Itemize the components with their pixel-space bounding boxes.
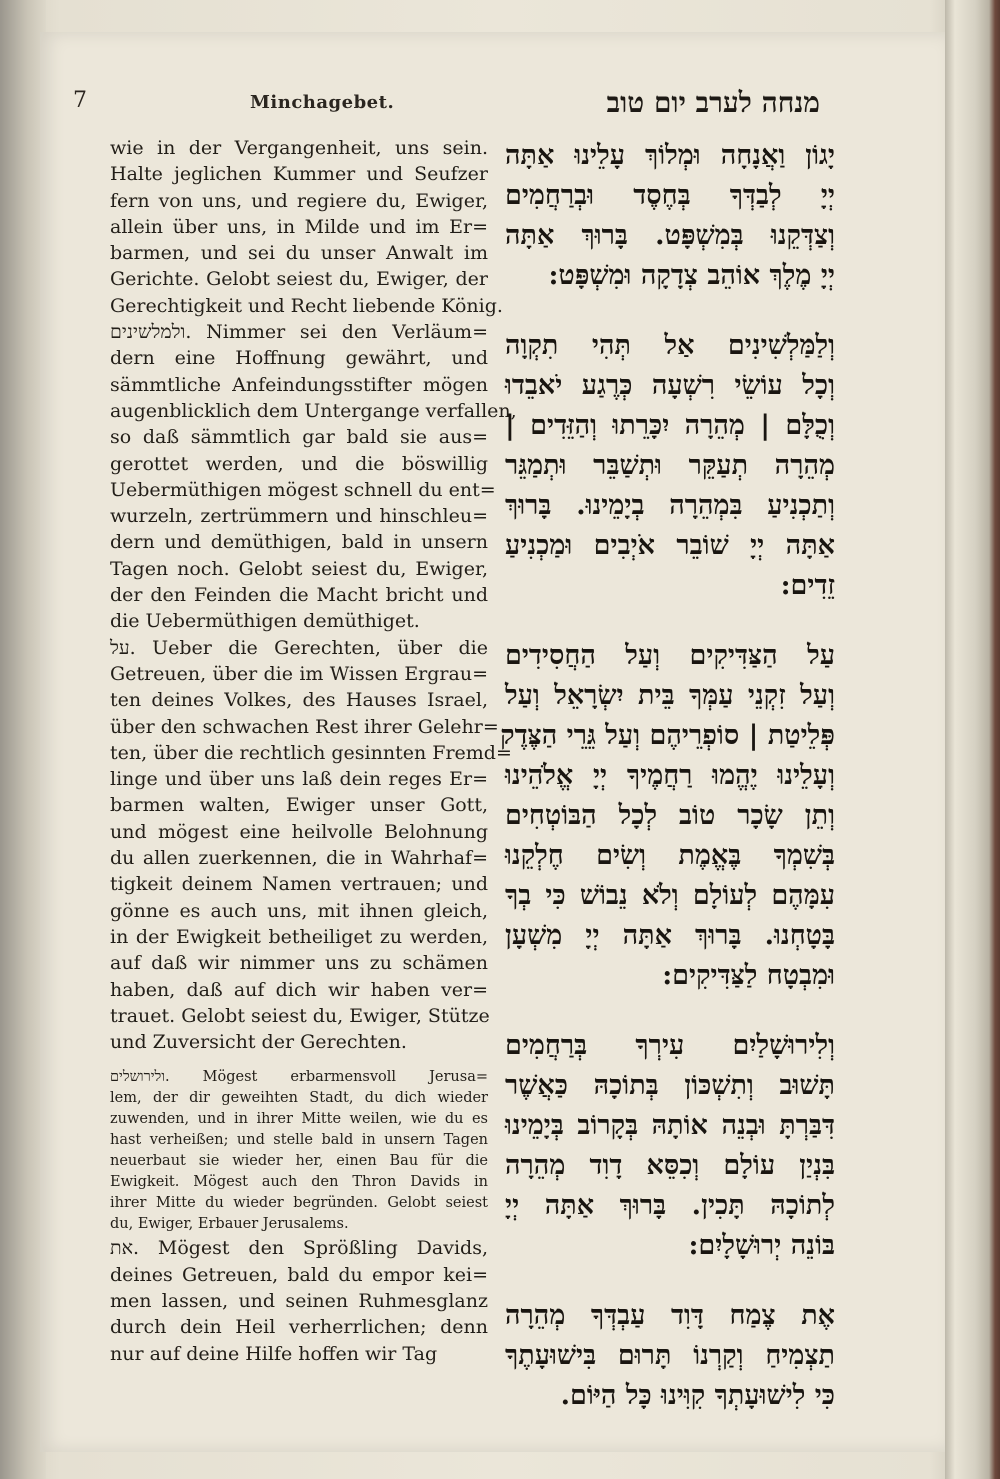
german-line: fern von uns, und regiere du, Ewiger, [110, 189, 488, 212]
german-line: Gerichte. Gelobt seiest du, Ewiger, der [110, 268, 488, 291]
hebrew-paragraph [505, 1026, 835, 1266]
german-line: du, Ewiger, Erbauer Jerusalems. [110, 1216, 349, 1233]
hebrew-line: וְתַכְנִיעַ בִּמְהֵרָה בְיָמֵינוּ. בָּרוּךְ [505, 490, 835, 521]
hebrew-line: כִּי לִישׁוּעָתְךָ קִוִּינוּ כָּל הַיּוֹם. [560, 1380, 835, 1411]
german-line: zuwenden, und in ihrer Mitte weilen, wie du es [110, 1111, 488, 1128]
hebrew-line: עִמָּהֶם לְעוֹלָם וְלֹא נֵבוֹשׁ כִּי בְךָ [505, 880, 835, 911]
german-line: Uebermüthigen mögest schnell du ent= [110, 478, 496, 501]
german-line: Getreuen, über die im Wissen Ergrau= [110, 662, 488, 685]
german-line: men lassen, und seinen Ruhmesglanz [110, 1289, 488, 1312]
german-line: wie in der Vergangenheit, uns sein. [110, 137, 488, 159]
german-line: gerottet werden, und die böswillig [110, 452, 488, 475]
running-title-german: Minchagebet. [250, 92, 395, 113]
german-line: deines Getreuen, bald du empor kei= [110, 1263, 488, 1286]
german-paragraph [110, 1235, 488, 1366]
german-line: Gerechtigkeit und Recht liebende König. [110, 294, 503, 317]
german-line: allein über uns, in Milde und im Er= [110, 215, 488, 238]
german-line: dern und demüthigen, bald in unsern [110, 531, 488, 554]
german-line: dern eine Hoffnung gewährt, und [110, 347, 488, 370]
hebrew-prayer-column [500, 136, 835, 1446]
german-line: du allen zuerkennen, die in Wahrhaf= [110, 847, 488, 870]
german-paragraph [110, 135, 503, 319]
facing-page-edge [945, 0, 1000, 1479]
german-line: über den schwachen Rest ihrer Gelehr= [110, 715, 499, 738]
german-line: gönne es auch uns, mit ihnen gleich, [110, 899, 488, 922]
german-translation-column [110, 135, 517, 1367]
german-line: nur auf deine Hilfe hoffen wir Tag [110, 1342, 438, 1365]
german-line: lem, der dir geweihten Stadt, du dich wieder [110, 1090, 488, 1107]
hebrew-paragraph [505, 136, 835, 296]
german-line: את. Mögest den Sprößling Davids, [110, 1237, 488, 1260]
german-line: barmen walten, Ewiger unser Gott, [110, 794, 488, 817]
hebrew-line: וְלַמַּלְשִׁינִים אַל תְּהִי תִקְוָה [505, 330, 835, 361]
german-line: על. Ueber die Gerechten, über die [110, 636, 488, 659]
hebrew-paragraph [505, 1296, 835, 1416]
german-line: ten, über die rechtlich gesinnten Fremd= [110, 741, 512, 764]
hebrew-line: וְצַדְּקֵנוּ בְּמִשְׁפָּט. בָּרוּךְ אַתָּה [505, 220, 835, 251]
hebrew-line: וּמִבְטָח לַצַּדִּיקִים: [662, 960, 835, 991]
hebrew-line: תָּשׁוּב וְתִשְׁכּוֹן בְּתוֹכָהּ כַּאֲשֶׁר [505, 1070, 835, 1101]
german-line: hast verheißen; und stelle bald in unsern Tagen [110, 1132, 488, 1149]
german-line: die Uebermüthigen demüthiget. [110, 610, 420, 633]
german-line: und Zuversicht der Gerechten. [110, 1031, 407, 1054]
hebrew-line: וְכֻלָּם | מְהֵרָה יִכָּרֵתוּ וְהַזֵּדִים | [505, 410, 835, 441]
hebrew-line: תַצְמִיחַ וְקַרְנוֹ תָּרוּם בִּישׁוּעָתֶךָ [505, 1340, 835, 1371]
german-line: linge und über uns laß dein reges Er= [110, 768, 488, 791]
german-line: in der Ewigkeit betheiliget zu werden, [110, 925, 488, 948]
hebrew-line: בִּנְיַן עוֹלָם וְכִסֵּא דָוִד מְהֵרָה [505, 1150, 835, 1181]
german-line: durch dein Heil verherrlichen; denn [110, 1316, 488, 1339]
hebrew-paragraph [505, 326, 835, 606]
german-line: sämmtliche Anfeindungsstifter mögen [110, 373, 488, 396]
hebrew-line: בּוֹנֵה יְרוּשָׁלָיִם: [688, 1230, 835, 1261]
german-line: trauet. Gelobt seiest du, Ewiger, Stütze [110, 1004, 490, 1027]
german-line: ולמלשינים. Nimmer sei den Verläum= [110, 321, 488, 344]
german-paragraph [110, 635, 512, 1056]
german-line: tigkeit deinem Namen vertrauen; und [110, 873, 488, 896]
german-line: wurzeln, zertrümmern und hinschleu= [110, 505, 488, 528]
german-line: Halte jeglichen Kummer und Seufzer [110, 163, 488, 186]
german-line: ולירושלים. Mögest erbarmensvoll Jerusa= [110, 1069, 488, 1086]
german-line: und mögest eine heilvolle Belohnung [110, 820, 488, 843]
german-line: ten deines Volkes, des Hauses Israel, [110, 689, 488, 712]
hebrew-line: עַל הַצַּדִּיקִים וְעַל הַחֲסִידִים [505, 640, 835, 671]
hebrew-line: פְּלֵיטַת | סוֹפְרֵיהֶם וְעַל גֵּרֵי הַצֶּדֶק [500, 720, 835, 751]
german-line: der den Feinden die Macht bricht und [110, 584, 488, 607]
german-line: barmen, und sei du unser Anwalt im [110, 242, 488, 265]
hebrew-line: יְיָ מֶלֶךְ אוֹהֵב צְדָקָה וּמִשְׁפָּט: [548, 260, 835, 291]
hebrew-line: אַתָּה יְיָ שׁוֹבֵר אֹיְבִים וּמַכְנִיעַ [505, 530, 835, 561]
hebrew-line: יָגוֹן וַאֲנָחָה וּמְלוֹךְ עָלֵינוּ אַתָּה [505, 140, 835, 171]
hebrew-line: וְעַל זִקְנֵי עַמְּךָ בֵּית יִשְׂרָאֵל וְעַל [505, 680, 835, 711]
german-line: so daß sämmtlich gar bald sie aus= [110, 426, 488, 449]
page-number: 7 [73, 88, 87, 113]
hebrew-line: וְכָל עוֹשֵׂי רִשְׁעָה כְּרֶגַע יֹאבֵדוּ [505, 370, 835, 401]
hebrew-line: זֵדִים: [780, 570, 835, 601]
german-paragraph-small [110, 1067, 488, 1235]
german-line: neuerbaut sie wieder her, einen Bau für die [110, 1153, 488, 1170]
hebrew-line: דִּבַּרְתָּ וּבְנֵה אוֹתָהּ בְּקָרוֹב בְּיָמֵינוּ [505, 1110, 835, 1141]
hebrew-line: בָּטָחְנוּ. בָּרוּךְ אַתָּה יְיָ מִשְׁעָן [505, 920, 835, 951]
hebrew-line: מְהֵרָה תְעַקֵּר וּתְשַׁבֵּר וּתְמַגֵּר [505, 450, 835, 481]
hebrew-line: בְּשִׁמְךָ בֶּאֱמֶת וְשִׂים חֶלְקֵנוּ [505, 840, 835, 871]
german-line: Tagen noch. Gelobt seiest du, Ewiger, [110, 557, 488, 580]
hebrew-line: וְלִירוּשָׁלַיִם עִירְךָ בְּרַחֲמִים [505, 1030, 835, 1061]
german-line: augenblicklich dem Untergange verfallen, [110, 399, 517, 422]
german-line: ihrer Mitte du wieder begründen. Gelobt seiest [110, 1195, 488, 1212]
hebrew-line: יְיָ לְבַדְּךָ בְּחֶסֶד וּבְרַחֲמִים [505, 180, 835, 211]
hebrew-line: וְעָלֵינוּ יֶהֱמוּ רַחֲמֶיךָ יְיָ אֱלֹהֵינוּ [505, 760, 835, 791]
hebrew-line: לְתוֹכָהּ תָּכִין. בָּרוּךְ אַתָּה יְיָ [505, 1190, 835, 1221]
running-title-hebrew: מנחה לערב יום טוב [606, 86, 820, 119]
german-line: auf daß wir nimmer uns zu schämen [110, 952, 488, 975]
hebrew-line: אֶת צֶמַח דָּוִד עַבְדְּךָ מְהֵרָה [505, 1300, 835, 1331]
german-paragraph [110, 319, 517, 635]
hebrew-line: וְתֵן שָׂכָר טוֹב לְכָל הַבּוֹטְחִים [505, 800, 835, 831]
german-line: haben, daß auf dich wir haben ver= [110, 978, 488, 1001]
german-line: Ewigkeit. Mögest auch den Thron Davids in [110, 1174, 488, 1191]
hebrew-paragraph [500, 636, 835, 996]
